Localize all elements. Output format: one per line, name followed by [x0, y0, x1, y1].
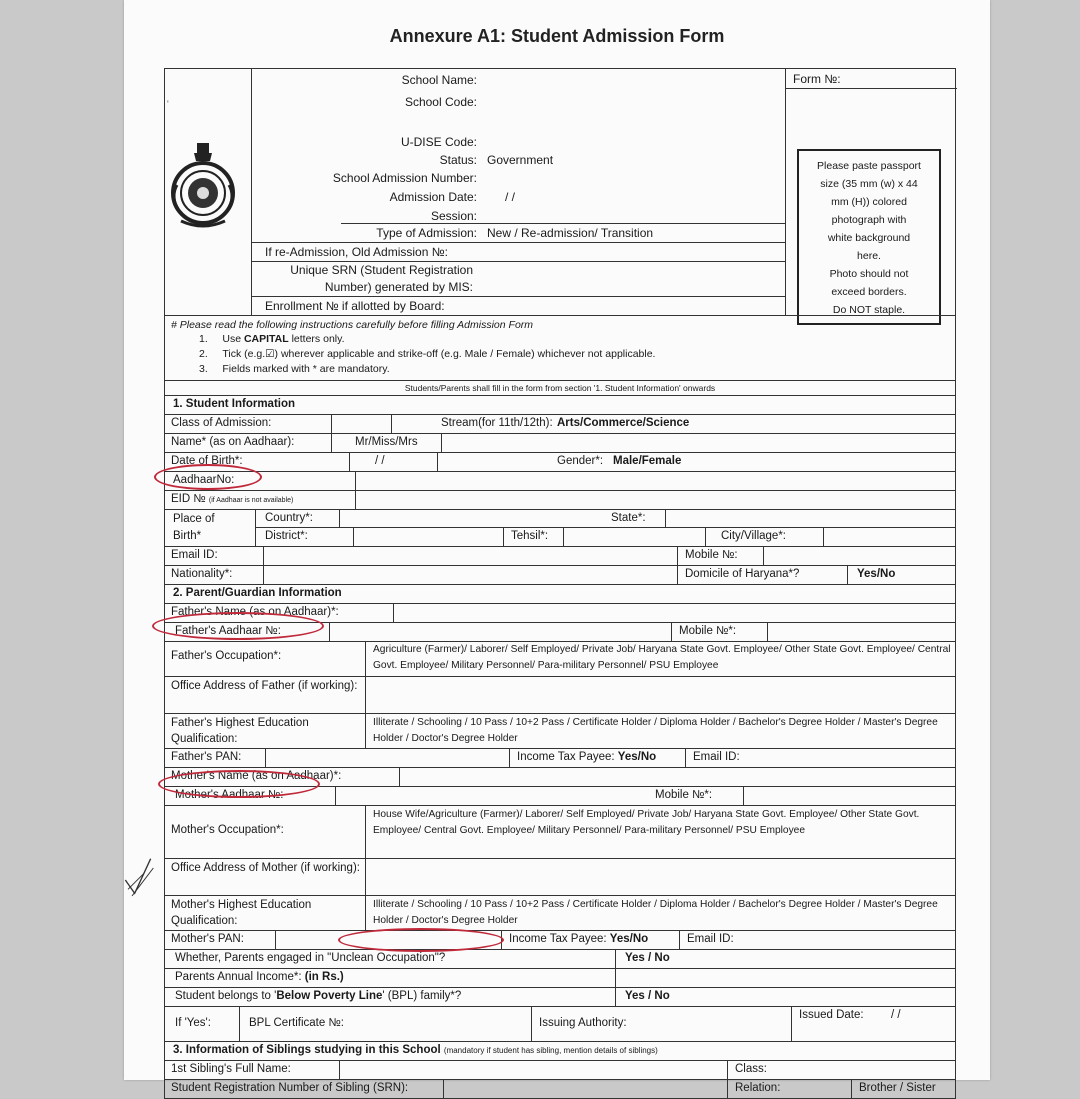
mother-education-row: [164, 895, 956, 930]
state-emblem-icon: [165, 69, 251, 315]
father-email-label: Email ID:: [693, 751, 740, 763]
photo-instruction-line: exceed borders.: [831, 286, 907, 298]
form-title: Annexure A1: Student Admission Form: [389, 26, 725, 46]
nationality-row: [164, 565, 956, 584]
bpl-row: [164, 987, 956, 1006]
instructions-heading: # Please read the following instructions carefully before filling Admission Form: [171, 319, 534, 331]
instructions: [164, 315, 956, 380]
class-row: [164, 414, 956, 433]
state-label: State*:: [611, 512, 646, 524]
issued-date-label: Issued Date:: [799, 1009, 864, 1021]
mother-office-row: [164, 858, 956, 895]
father-name-label: Father's Name (as on Aadhaar)*:: [171, 606, 339, 618]
stream-label: Stream(for 11th/12th):: [441, 417, 553, 429]
udise-code-label: U-DISE Code:: [400, 135, 477, 149]
admission-date-value: / /: [505, 190, 516, 204]
instruction-item: 1. Use CAPITAL letters only.: [199, 333, 345, 345]
form-header: [164, 68, 956, 315]
dob-label: Date of Birth*:: [171, 455, 243, 467]
mother-pan-label: Mother's PAN:: [171, 933, 244, 945]
form-page: [124, 0, 990, 1094]
mother-education-label: Mother's Highest Education Qualification:: [171, 899, 312, 927]
place-of-birth-row: [164, 509, 956, 546]
mother-occupation-label: Mother's Occupation*:: [171, 824, 284, 836]
relation-label: Relation:: [735, 1082, 781, 1094]
section-header: 3. Information of Siblings studying in this School (mandatory if student has sibling, mention details of siblings): [164, 1041, 956, 1060]
domicile-label: Domicile of Haryana*?: [685, 568, 800, 580]
annual-income-row: [164, 968, 956, 987]
sibling-class-label: Class:: [735, 1063, 767, 1075]
session-label: Session:: [430, 209, 477, 223]
domicile-value[interactable]: Yes/No: [857, 568, 896, 580]
issuing-authority-label: Issuing Authority:: [539, 1017, 627, 1029]
bpl-label: Student belongs to 'Below Poverty Line' (BPL) family*?: [175, 990, 462, 1002]
class-label: Class of Admission:: [171, 417, 272, 429]
name-label: Name* (as on Aadhaar):: [171, 436, 295, 448]
photo-instruction-line: white background: [827, 232, 911, 244]
old-admission-label: If re-Admission, Old Admission №:: [265, 245, 448, 259]
instruction-item: 2. Tick (e.g.☑) wherever applicable and strike-off (e.g. Male / Female) whichever not applicable.: [199, 348, 656, 360]
sibling-name-label: 1st Sibling's Full Name:: [171, 1063, 291, 1075]
photo-instruction-line: photograph with: [831, 214, 907, 226]
father-pan-row: [164, 748, 956, 767]
city-label: City/Village*:: [721, 530, 786, 542]
country-label: Country*:: [265, 512, 313, 524]
father-education-options[interactable]: Illiterate / Schooling / 10 Pass / 10+2 Pass / Certificate Holder / Diploma Holder / Bachelor's Degree Holder / Master's Degree Holder / Doctor's Degree Holder: [373, 717, 938, 744]
mobile-label: Mobile №:: [685, 549, 738, 561]
name-row: [164, 433, 956, 452]
stream-value[interactable]: Arts/Commerce/Science: [557, 417, 690, 429]
handwritten-tick-icon: [124, 850, 164, 906]
father-mobile-label: Mobile №*:: [679, 625, 737, 637]
mother-aadhaar-highlight-oval: [158, 770, 320, 798]
photo-instruction-line: Please paste passport: [817, 160, 921, 172]
sibling-srn-row: [164, 1079, 956, 1099]
type-of-admission-value: New / Re-admission/ Transition: [487, 226, 654, 240]
school-details: [251, 69, 786, 315]
type-of-admission-label: Type of Admission:: [376, 226, 477, 240]
sibling-name-row: [164, 1060, 956, 1079]
aadhaar-label: AadhaarNo:: [173, 474, 235, 486]
form-number-label: Form №:: [793, 72, 841, 86]
email-label: Email ID:: [171, 549, 218, 561]
eid-label: EID № (if Aadhaar is not available): [171, 493, 294, 505]
photo-instruction-line: size (35 mm (w) x 44: [820, 178, 918, 190]
sibling-srn-label: Student Registration Number of Sibling (SRN):: [171, 1082, 409, 1094]
photo-instruction-line: Photo should not: [829, 268, 909, 280]
father-occupation-label: Father's Occupation*:: [171, 650, 282, 662]
name-title[interactable]: Mr/Miss/Mrs: [355, 436, 418, 448]
place-label-line2: Birth*: [173, 530, 202, 542]
annual-income-label: Parents Annual Income*: (in Rs.): [175, 971, 344, 983]
photo-box[interactable]: [797, 149, 941, 325]
admission-number-label: School Admission Number:: [332, 171, 477, 185]
school-code-label: School Code:: [404, 95, 477, 109]
eid-row: [164, 490, 956, 509]
mother-office-label: Office Address of Mother (if working):: [171, 862, 360, 874]
photo-instruction-line: Do NOT staple.: [832, 304, 906, 316]
instruction-item: 3. Fields marked with * are mandatory.: [199, 363, 390, 375]
father-education-label: Father's Highest Education Qualification:: [171, 717, 309, 745]
place-label-line1: Place of: [173, 513, 215, 525]
admission-date-label: Admission Date:: [389, 190, 477, 204]
mother-email-label: Email ID:: [687, 933, 734, 945]
issued-date-value[interactable]: / /: [891, 1009, 901, 1021]
father-occupation-row: [164, 641, 956, 676]
status-label: Status:: [439, 153, 477, 167]
mother-name-label: Mother's Name (as on Aadhaar)*:: [171, 770, 342, 782]
mother-occupation-options[interactable]: House Wife/Agriculture (Farmer)/ Laborer/ Self Employed/ Private Job/ Haryana State Govt. Employee/ Other State Govt. Employee/ Central Govt. Employee/ Military Personnel/ Para-military Personnel/ PSU Employee: [373, 809, 920, 836]
aadhaar-highlight-oval: [154, 464, 262, 490]
father-office-row: [164, 676, 956, 713]
section-header: 2. Parent/Guardian Information: [164, 584, 956, 603]
status-value: Government: [487, 153, 554, 167]
unclean-occupation-label: Whether, Parents engaged in "Unclean Occupation"?: [175, 952, 446, 964]
relation-value[interactable]: Brother / Sister: [859, 1082, 936, 1094]
dob-value[interactable]: / /: [375, 455, 385, 467]
mother-mobile-label: Mobile №*:: [655, 789, 713, 801]
father-aadhaar-highlight-oval: [152, 612, 324, 640]
father-pan-label: Father's PAN:: [171, 751, 242, 763]
email-row: [164, 546, 956, 565]
gender-value[interactable]: Male/Female: [613, 455, 682, 467]
svg-text:': ': [167, 99, 169, 109]
district-label: District*:: [265, 530, 308, 542]
aadhaar-row: [164, 471, 956, 490]
income-tax-label: Income Tax Payee: Yes/No: [517, 751, 657, 763]
nationality-label: Nationality*:: [171, 568, 233, 580]
photo-instruction-line: mm (H)) colored: [831, 196, 907, 208]
tehsil-label: Tehsil*:: [511, 530, 549, 542]
bpl-value[interactable]: Yes / No: [625, 990, 670, 1002]
mother-education-options[interactable]: Illiterate / Schooling / 10 Pass / 10+2 Pass / Certificate Holder / Diploma Holder / Bachelor's Degree Holder / Master's Degree Holder / Doctor's Degree Holder: [373, 899, 938, 926]
unclean-occupation-row: [164, 949, 956, 968]
mother-aadhaar-label: Mother's Aadhaar №:: [175, 789, 284, 801]
father-office-label: Office Address of Father (if working):: [171, 680, 358, 692]
bpl-certificate-row: [164, 1006, 956, 1041]
father-education-row: [164, 713, 956, 748]
form-number-and-photo: [785, 69, 957, 315]
mother-occupation-row: [164, 805, 956, 858]
dob-row: [164, 452, 956, 471]
enrollment-label: Enrollment № if allotted by Board:: [265, 299, 445, 313]
unclean-occupation-value[interactable]: Yes / No: [625, 952, 670, 964]
emblem-column: [165, 69, 252, 315]
father-occupation-options[interactable]: Agriculture (Farmer)/ Laborer/ Self Employed/ Private Job/ Haryana State Govt. Employee/ Other State Govt. Employee/ Central Govt. Employee/ Military Personnel/ Para-military Personnel/ PSU Employee: [373, 644, 951, 671]
unclean-occupation-highlight-oval: [338, 928, 504, 952]
fill-note: Students/Parents shall fill in the form from section '1. Student Information' onwards: [164, 380, 956, 395]
mother-income-tax-label: Income Tax Payee: Yes/No: [509, 933, 649, 945]
photo-instruction-line: here.: [857, 250, 881, 262]
gender-label: Gender*:: [557, 455, 604, 467]
bpl-certificate-label: BPL Certificate №:: [249, 1017, 344, 1029]
school-name-label: School Name:: [401, 73, 477, 87]
mother-pan-row: [164, 930, 956, 949]
srn-label-line2: Number) generated by MIS:: [324, 280, 473, 294]
father-aadhaar-label: Father's Aadhaar №:: [175, 625, 281, 637]
if-yes-label: If 'Yes':: [175, 1017, 211, 1029]
section-header: 1. Student Information: [164, 395, 956, 414]
admission-form: [164, 68, 956, 1099]
srn-label-line1: Unique SRN (Student Registration: [290, 263, 473, 277]
